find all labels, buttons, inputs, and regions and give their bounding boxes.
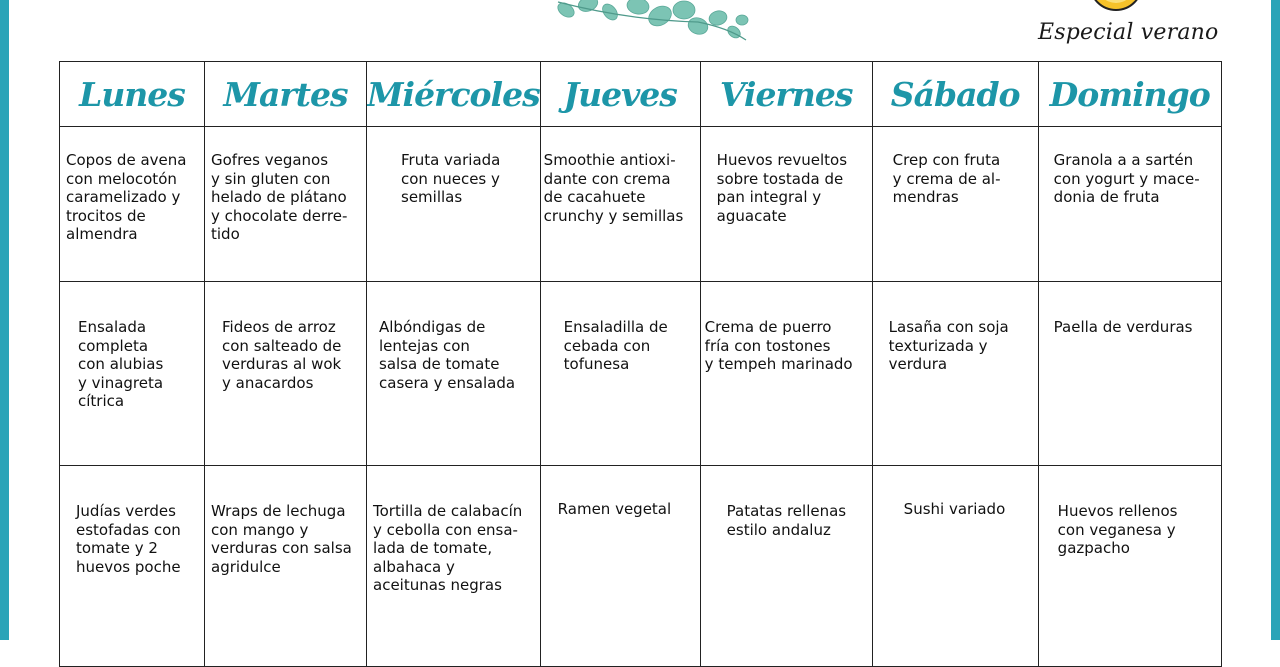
- meal-cell: [205, 466, 367, 667]
- weekly-menu-table: [59, 61, 1222, 667]
- table-row: [60, 282, 1222, 466]
- day-header-row: [60, 62, 1222, 127]
- meal-cell: [872, 282, 1038, 466]
- summer-badge: [1030, 0, 1220, 50]
- day-header: Martes: [205, 62, 367, 127]
- meal-cell: [700, 127, 872, 282]
- meal-cell: [60, 282, 205, 466]
- eucalyptus-leaves-decoration: [548, 0, 758, 48]
- meal-cell: [540, 282, 700, 466]
- day-header: Sábado: [872, 62, 1038, 127]
- meal-cell: [367, 466, 541, 667]
- day-header: Jueves: [540, 62, 700, 127]
- meal-cell: [540, 466, 700, 667]
- meal-text: Tortilla de calabacín y cebolla con ensa- lada de tomate, albahaca y aceitunas negras: [373, 502, 523, 594]
- meal-cell: [60, 466, 205, 667]
- meal-cell: [205, 127, 367, 282]
- day-header: Lunes: [60, 62, 205, 127]
- meal-cell: [700, 466, 872, 667]
- table-row: [60, 127, 1222, 282]
- meal-text: Huevos revueltos sobre tostada de pan integral y aguacate: [716, 151, 848, 225]
- meal-cell: [1038, 466, 1221, 667]
- meal-text: Ensaladilla de cebada con tofunesa: [563, 318, 668, 373]
- meal-cell: [700, 282, 872, 466]
- meal-cell: [205, 282, 367, 466]
- day-header: Domingo: [1038, 62, 1221, 127]
- right-edge-stripe: [1271, 0, 1280, 640]
- meal-text: Wraps de lechuga con mango y verduras con salsa agridulce: [211, 502, 352, 576]
- meal-cell: [367, 282, 541, 466]
- meal-cell: [1038, 282, 1221, 466]
- meal-text: Huevos rellenos con veganesa y gazpacho: [1057, 502, 1178, 557]
- meal-text: Albóndigas de lentejas con salsa de tomate casera y ensalada: [379, 318, 516, 392]
- meal-text: Fideos de arroz con salteado de verduras al wok y anacardos: [222, 318, 342, 392]
- meal-text: Fruta variada con nueces y semillas: [401, 151, 501, 206]
- lemon-icon: [1090, 0, 1142, 14]
- meal-text: Lasaña con soja texturizada y verdura: [888, 318, 1009, 373]
- meal-text: Patatas rellenas estilo andaluz: [726, 502, 847, 539]
- meal-text: Crep con fruta y crema de al- mendras: [892, 151, 1001, 206]
- meal-cell: [1038, 127, 1221, 282]
- day-header: Viernes: [700, 62, 872, 127]
- meal-text: Judías verdes estofadas con tomate y 2 huevos poche: [76, 502, 181, 576]
- meal-cell: [540, 127, 700, 282]
- meal-text: Sushi variado: [903, 500, 1006, 518]
- day-header: Miércoles: [367, 62, 541, 127]
- meal-text: Paella de verduras: [1053, 318, 1193, 336]
- summer-badge-label: Especial verano: [1038, 20, 1219, 45]
- table-row: [60, 466, 1222, 667]
- meal-cell: [367, 127, 541, 282]
- left-edge-stripe: [0, 0, 9, 640]
- meal-text: Crema de puerro fría con tostones y tempeh marinado: [704, 318, 853, 373]
- meal-text: Gofres veganos y sin gluten con helado de plátano y chocolate derre- tido: [211, 151, 348, 243]
- meal-text: Ramen vegetal: [557, 500, 672, 518]
- meal-cell: [872, 127, 1038, 282]
- meal-cell: [872, 466, 1038, 667]
- meal-cell: [60, 127, 205, 282]
- meal-text: Granola a a sartén con yogurt y mace- donia de fruta: [1053, 151, 1200, 206]
- meal-text: Ensalada completa con alubias y vinagreta cítrica: [78, 318, 164, 410]
- meal-text: Copos de avena con melocotón caramelizado y trocitos de almendra: [66, 151, 187, 243]
- meal-text: Smoothie antioxi- dante con crema de cacahuete crunchy y semillas: [543, 151, 684, 225]
